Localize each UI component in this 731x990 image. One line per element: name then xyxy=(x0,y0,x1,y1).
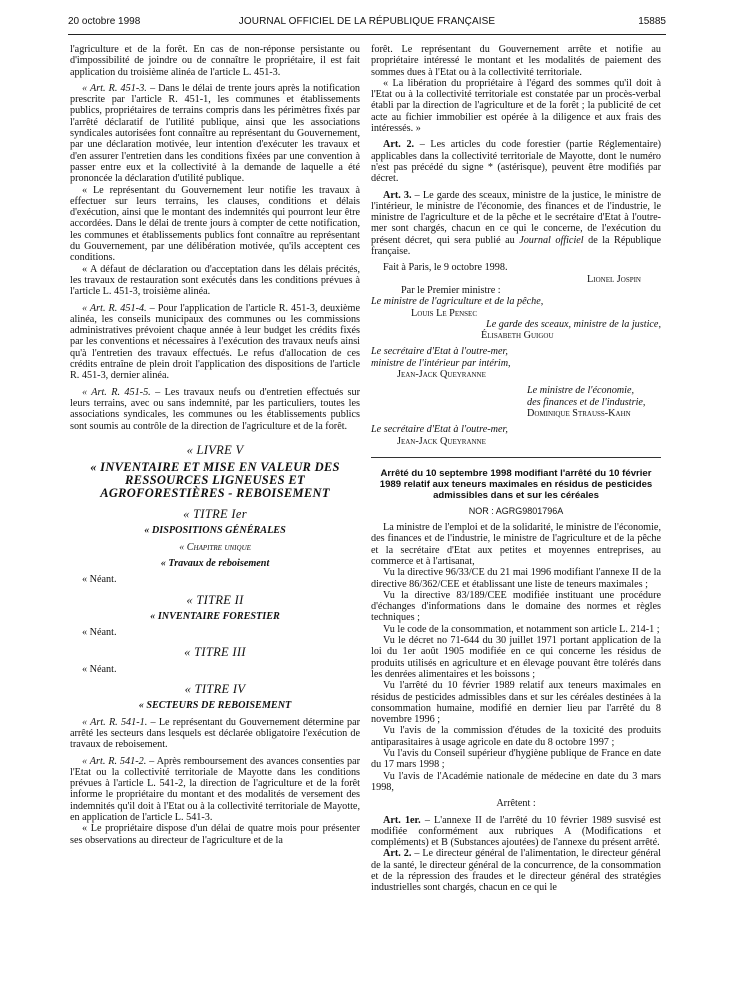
titre-4-heading: « TITRE IV xyxy=(184,682,246,697)
header-rule xyxy=(68,34,666,35)
ministre-finances: des finances et de l'industrie, xyxy=(527,396,646,408)
header-page-number: 15885 xyxy=(638,16,666,27)
titre-1-title: « DISPOSITIONS GÉNÉRALES xyxy=(144,525,286,537)
header-journal-title: JOURNAL OFFICIEL DE LA RÉPUBLIQUE FRANÇAISE xyxy=(238,16,496,27)
garde-des-sceaux: Le garde des sceaux, ministre de la justice, xyxy=(486,318,661,330)
article-r541-2: « Art. R. 541-2. – Après remboursement des avances consenties par l'Etat ou la collectivité territoriale de Mayotte dans les conditions prévues à l'article L. 541-2, la direction de l'agriculture et de la forêt informe le propriétaire du montant et des modalités de versement des indemnités qu'il doit à l'Etat ou à la collectivité territoriale de Mayotte, en application de l'article L. 541-3. xyxy=(70,755,360,824)
arrete-title: Arrêté du 10 septembre 1998 modifiant l'arrêté du 10 février 1989 relatif aux teneurs maximales en résidus de pesticides admissibles dans et sur les céréales xyxy=(379,467,653,501)
arretent: Arrêtent : xyxy=(496,798,536,810)
paragraph: « Le représentant du Gouvernement leur notifie les travaux à effectuer sur leurs terrains, les clauses, conditions et délais d'exécution, ainsi que le montant des indemnités qui pourront leur être accordées. Dans le délai de trente jours à compter de cette notification, les communes et établissements publics font connaître au représentant du Gouvernement, par une délibération motivée, qu'ils acceptent ces conditions. xyxy=(70,184,360,264)
left-column xyxy=(70,44,360,846)
section-divider xyxy=(371,457,661,458)
article-r541-1: « Art. R. 541-1. – Le représentant du Gouvernement détermine par arrêté les secteurs dans lesquels est déclarée obligatoire l'exécution de travaux de reboisement. xyxy=(70,716,360,751)
signature-queyranne: Jean-Jack Queyranne xyxy=(397,369,486,381)
visa: Vu le code de la consommation, et notamment son article L. 214-1 ; xyxy=(383,623,660,635)
titre-2-title: « INVENTAIRE FORESTIER xyxy=(150,610,280,622)
paragraph: forêt. Le représentant du Gouvernement arrête et notifie au propriétaire intéressé le montant et les modalités de paiement des sommes dues à l'Etat ou à la collectivité territoriale. xyxy=(371,44,661,78)
secretaire-etat-outre-mer: Le secrétaire d'Etat à l'outre-mer, xyxy=(371,346,508,358)
paragraph: « A défaut de déclaration ou d'acceptation dans les délais précités, les travaux de restauration sont exécutés dans les conditions prévues à l'article L. 451-3, troisième alinéa. xyxy=(70,263,360,298)
paragraph: l'agriculture et de la forêt. En cas de non-réponse persistante ou d'impossibilité de joindre ou de connaître le propriétaire, il est fait application du troisième alinéa de l'article L. 451-3. xyxy=(70,44,360,78)
signature-guigou: Élisabeth Guigou xyxy=(481,330,554,342)
article-r451-3: « Art. R. 451-3. – Dans le délai de trente jours après la notification prescrite par l'article R. 451-1, les communes et établissements publics, propriétaires de terrains compris dans les périmètres fixés par l'arrêté déclaratif de l'utilité publique, ainsi que les associations syndicales autorisées font connaître au représentant du Gouvernement, par une déclaration motivée, leur intention d'exécuter les travaux et d'en assurer l'entretien dans les conditions fixées par une convention à passer entre eux et la collectivité à la demande de laquelle a été prononcée la déclaration d'utilité publique. xyxy=(70,82,361,185)
signature-strauss-kahn: Dominique Strauss-Kahn xyxy=(527,407,631,419)
ministre-interieur-interim: ministre de l'intérieur par intérim, xyxy=(371,357,511,369)
visa: Vu la directive 83/189/CEE modifiée instituant une procédure d'échanges d'informations dans le domaine des normes et règles techniques ; xyxy=(371,589,661,624)
visa: Vu l'avis de la commission d'études de la toxicité des produits antiparasitaires à usage agricole en date du 8 octobre 1997 ; xyxy=(371,725,661,748)
visa: Vu l'arrêté du 10 février 1989 relatif aux teneurs maximales en résidus de pesticides admissibles dans et sur les céréales destinées à la consommation humaine, modifié en dernier lieu par l'arrêté du 8 novembre 1996 ; xyxy=(371,680,661,726)
neant-text: « Néant. xyxy=(82,574,117,586)
titre-1-heading: « TITRE Ier xyxy=(183,507,247,522)
arrete-article-1: Art. 1er. – L'annexe II de l'arrêté du 10 février 1989 susvisé est modifiée conformément aux rubriques A (Modifications et compléments) et B (Substances ajoutées) de l'annexe du présent arrêté. xyxy=(371,814,661,849)
arrete-article-2: Art. 2. – Le directeur général de l'alimentation, le directeur général de la santé, le directeur général de la concurrence, de la consommation et de la répression des fraudes et le directeur général des stratégies industrielles sont chargés, chacun en ce qui le xyxy=(371,848,661,894)
paragraph: « Le propriétaire dispose d'un délai de quatre mois pour présenter ses observations au directeur de l'agriculture et de la xyxy=(70,823,360,846)
visa: Vu la directive 96/33/CE du 21 mai 1996 modifiant l'annexe II de la directive 86/362/CEE et établissant une liste de teneurs maximales ; xyxy=(371,567,661,590)
chapitre-title: « Travaux de reboisement xyxy=(160,557,270,569)
secretaire-etat-outre-mer-2: Le secrétaire d'Etat à l'outre-mer, xyxy=(371,424,508,436)
article-r451-5: « Art. R. 451-5. – Les travaux neufs ou d'entretien effectués sur leurs terrains, avec ou sans indemnité, par les particuliers, toutes les associations syndicales, les communes ou les établissements publics sont soumis au contrôle de la direction de l'agriculture et de la forêt. xyxy=(70,386,360,432)
neant-text: « Néant. xyxy=(82,663,117,675)
livre-heading: « LIVRE V xyxy=(186,442,244,457)
right-column xyxy=(371,44,661,894)
ministre-economie: Le ministre de l'économie, xyxy=(527,385,635,397)
fait-a-paris: Fait à Paris, le 9 octobre 1998. xyxy=(383,262,508,274)
nor-reference: NOR : AGRG9801796A xyxy=(468,505,564,516)
livre-title: « INVENTAIRE ET MISE EN VALEUR DES RESSOURCES LIGNEUSES ET AGROFORESTIÈRES - REBOISEMENT xyxy=(90,460,340,501)
neant-text: « Néant. xyxy=(82,627,117,639)
page-header xyxy=(68,12,666,34)
signature-le-pensec: Louis Le Pensec xyxy=(411,307,477,319)
visa: Vu le décret no 71-644 du 30 juillet 1971 portant application de la loi du 1er août 1905 modifiée en ce qui concerne les résidus de produits utilisés en agriculture et en élevage pouvant être tolérés dans les denrées alimentaires et les boissons ; xyxy=(371,635,661,680)
signature-queyranne-2: Jean-Jack Queyranne xyxy=(397,435,486,447)
par-premier-ministre: Par le Premier ministre : xyxy=(401,284,501,296)
titre-2-heading: « TITRE II xyxy=(186,592,244,607)
visa: Vu l'avis de l'Académie nationale de médecine en date du 3 mars 1998, xyxy=(371,770,661,793)
titre-4-title: « SECTEURS DE REBOISEMENT xyxy=(138,700,292,712)
article-2: Art. 2. – Les articles du code forestier (partie Réglementaire) applicables dans la collectivité territoriale de Mayotte, dont le numéro n'est pas précédé du signe * (astérisque), peuvent être modifiés par décret. xyxy=(371,139,662,185)
article-r451-4: « Art. R. 451-4. – Pour l'application de l'article R. 451-3, deuxième alinéa, les conseils municipaux des communes ou les commissions administratives prévoient chaque année à leur budget les crédits fixés par les conventions et nécessaires à l'exécution des travaux neufs ainsi qu'à l'entretien des travaux effectués. Le refus d'allocation de ces crédits entraîne de plein droit l'application des dispositions de l'article R. 451-3, dernier alinéa. xyxy=(70,302,360,382)
paragraph: « La libération du propriétaire à l'égard des sommes qu'il doit à l'Etat ou à la collectivité territoriale est constatée par un procès-verbal établi par la direction de l'agriculture et de la forêt ; la publicité de cet acte au fichier immobilier est opérée à la diligence et aux frais des intéressés. » xyxy=(371,77,661,135)
visa: Vu l'avis du Conseil supérieur d'hygiène publique de France en date du 17 mars 1998 ; xyxy=(371,748,661,771)
article-3: Art. 3. – Le garde des sceaux, ministre de la justice, le ministre de l'intérieur, le ministre de l'économie, des finances et de l'industrie, le ministre de l'agriculture et de la pêche et le secrétaire d'Etat à l'outre-mer sont chargés, chacun en ce qui le concerne, de l'exécution du présent décret, qui sera publié au Journal officiel de la République française. xyxy=(371,189,661,258)
header-date: 20 octobre 1998 xyxy=(68,16,141,27)
visa: La ministre de l'emploi et de la solidarité, le ministre de l'économie, des finances et de l'industrie, le ministre de l'agriculture et de la pêche et la secrétaire d'Etat aux petites et moyennes entreprises, au commerce et à l'artisanat, xyxy=(371,522,661,567)
chapitre-heading: « Chapitre unique xyxy=(179,541,251,553)
ministre-agriculture: Le ministre de l'agriculture et de la pêche, xyxy=(371,296,544,308)
titre-3-heading: « TITRE III xyxy=(184,645,246,660)
signature-jospin: Lionel Jospin xyxy=(587,273,641,285)
